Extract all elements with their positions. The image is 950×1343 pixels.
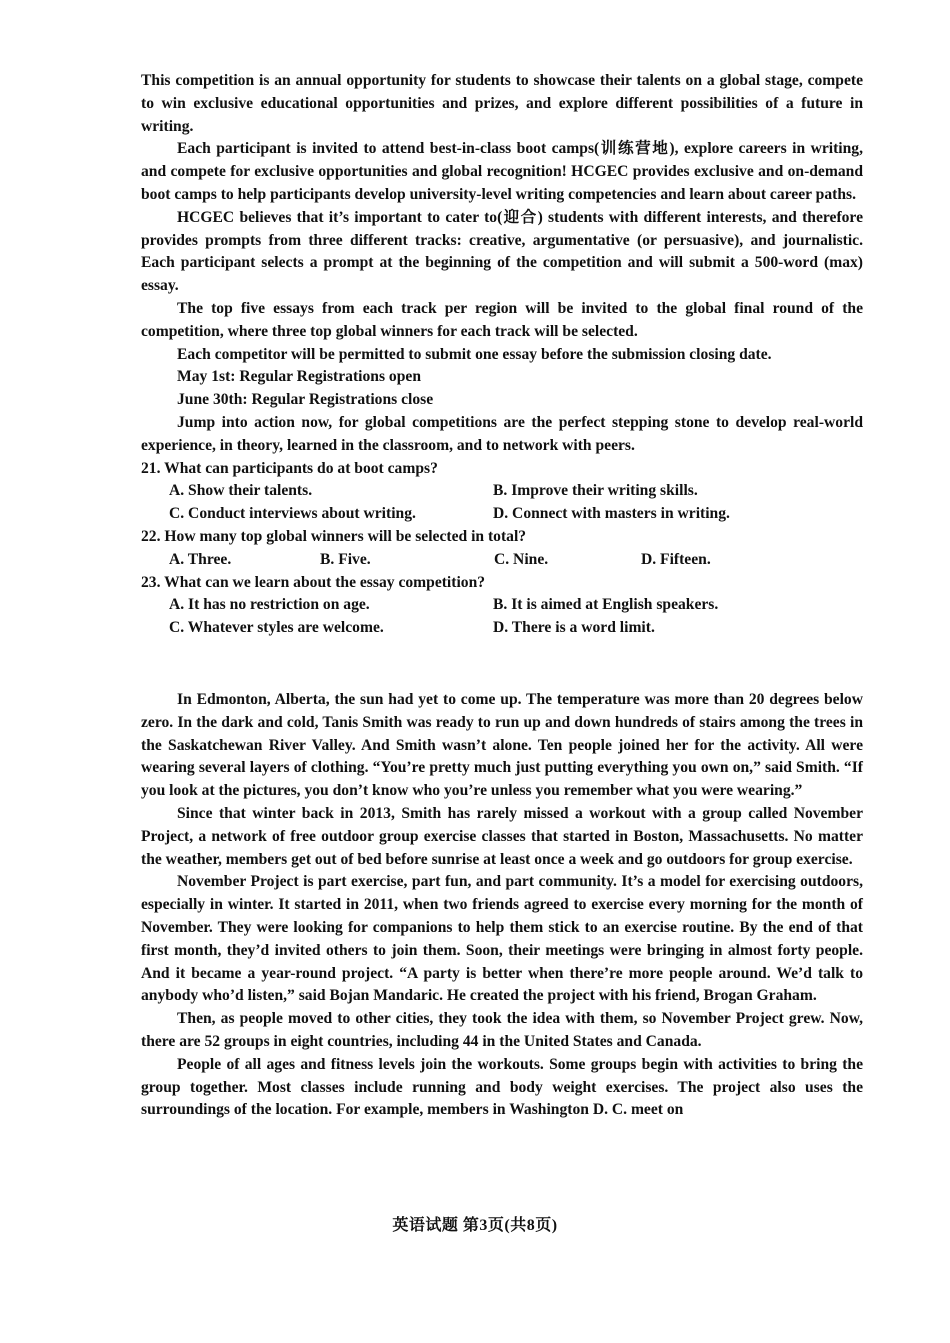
question-23 bbox=[141, 572, 863, 640]
options bbox=[141, 594, 863, 640]
registration-open-date: May 1st: Regular Registrations open bbox=[177, 368, 421, 386]
option-b: B. Five. bbox=[320, 550, 371, 568]
option-d: D. Fifteen. bbox=[641, 550, 711, 568]
passage-a bbox=[141, 70, 863, 640]
option-c: C. Nine. bbox=[494, 550, 549, 568]
option-a: A. Three. bbox=[169, 550, 232, 568]
registration-close-date: June 30th: Regular Registrations close bbox=[177, 391, 434, 409]
paragraph: Since that winter back in 2013, Smith has rarely missed a workout with a group called November Project, a network of free outdoor group exercise classes that started in Boston, Massachusetts. No matter the weather, members get out of bed before sunrise at least once a week and go outdoors for group exercise. bbox=[141, 804, 863, 868]
paragraph: This competition is an annual opportunity for students to showcase their talents on a global stage, compete to win exclusive educational opportunities and prizes, and explore different possibilities of a future in writing. bbox=[141, 72, 863, 135]
question-21 bbox=[141, 458, 863, 526]
paragraph: Each participant is invited to attend best-in-class boot camps(训练营地), explore careers in writing, and compete for exclusive opportunities and global recognition! HCGEC provides exclusive and on-demand boot camps to help participants develop university-level writing competencies and learn about career paths. bbox=[141, 140, 863, 203]
question-stem: 23. What can we learn about the essay competition? bbox=[141, 573, 486, 591]
paragraph: Jump into action now, for global competitions are the perfect stepping stone to develop real-world experience, in theory, learned in the classroom, and to network with peers. bbox=[141, 413, 863, 454]
options bbox=[141, 480, 863, 526]
option-c: C. Conduct interviews about writing. bbox=[169, 505, 416, 523]
option-c: C. Whatever styles are welcome. bbox=[169, 619, 384, 637]
question-stem: 21. What can participants do at boot camps? bbox=[141, 459, 438, 477]
option-a: A. Show their talents. bbox=[169, 482, 313, 500]
option-d: D. There is a word limit. bbox=[493, 619, 655, 637]
paragraph: Then, as people moved to other cities, they took the idea with them, so November Project grew. Now, there are 52 groups in eight countries, including 44 in the United States and Canada. bbox=[141, 1010, 863, 1050]
option-a: A. It has no restriction on age. bbox=[169, 596, 370, 614]
paragraph: Each competitor will be permitted to submit one essay before the submission closing date. bbox=[177, 345, 772, 363]
option-b: B. It is aimed at English speakers. bbox=[493, 596, 719, 614]
option-d: D. Connect with masters in writing. bbox=[493, 505, 730, 523]
paragraph: People of all ages and fitness levels join the workouts. Some groups begin with activities to bring the group together. Most classes include running and body weight exercises. The project also uses the surroundings of the location. For example, members in Washington D. C. meet on bbox=[141, 1055, 863, 1119]
option-b: B. Improve their writing skills. bbox=[493, 482, 698, 500]
options bbox=[141, 549, 863, 572]
paragraph: In Edmonton, Alberta, the sun had yet to come up. The temperature was more than 20 degrees below zero. In the dark and cold, Tanis Smith was ready to run up and down hundreds of stairs among the trees in the Saskatchewan River Valley. And Smith wasn’t alone. Ten people joined her for the activity. All were wearing several layers of clothing. “You’re pretty much just putting everything you own on,” said Smith. “If you look at the pictures, you don’t know who you’re unless you remember what you were wearing.” bbox=[141, 691, 863, 800]
paragraph: November Project is part exercise, part fun, and part community. It’s a model for exercising outdoors, especially in winter. It started in 2011, when two friends agreed to exercise every morning for the month of November. They were looking for companions to help them stick to an exercise routine. By the end of that first month, they’d invited others to join them. Soon, their meetings were bringing in almost forty people. And it became a year-round project. “A party is better when there’re more people around. We’d talk to anybody who’d listen,” said Bojan Mandaric. He created the project with his friend, Brogan Graham. bbox=[141, 873, 863, 1005]
question-22 bbox=[141, 526, 863, 572]
paragraph: HCGEC believes that it’s important to cater to(迎合) students with different interests, and therefore provides prompts from three different tracks: creative, argumentative (or persuasive), and journalistic. Each participant selects a prompt at the beginning of the competition and will submit a 500-word (max) essay. bbox=[141, 208, 863, 295]
page-footer: 英语试题 第3页(共8页) bbox=[392, 1217, 558, 1234]
paragraph: The top five essays from each track per region will be invited to the global final round of the competition, where three top global winners for each track will be selected. bbox=[141, 299, 863, 340]
passage-b bbox=[141, 689, 863, 1122]
question-stem: 22. How many top global winners will be selected in total? bbox=[141, 527, 527, 545]
